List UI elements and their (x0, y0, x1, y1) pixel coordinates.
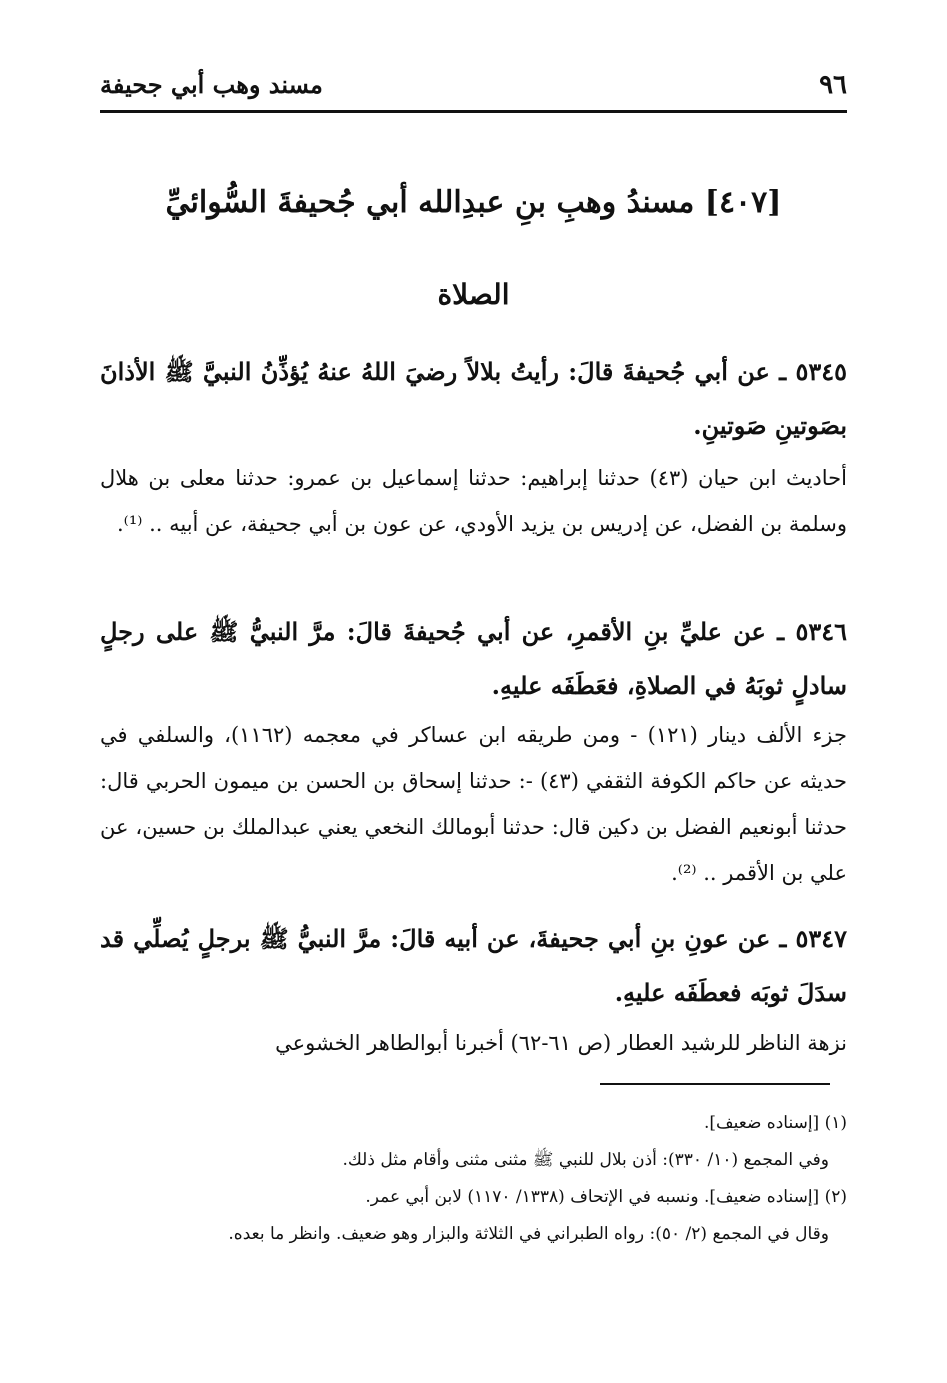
source-5345 (100, 455, 847, 547)
chapter-title: [٤٠٧] مسندُ وهبِ بنِ عبدِالله أبي جُحيفةَ السُّوائيِّ (165, 185, 782, 220)
hadith-text: عن عونِ بنِ أبي جحيفةَ، عن أبيه قالَ: مرَّ النبيُّ ﷺ برجلٍ يُصلِّي قد سدَلَ ثوبَه فعطَفَه عليهِ. (100, 924, 847, 1007)
footnote-1-note: وفي المجمع (١٠/ ٣٣٠): أذن بلال للنبي ﷺ مثنى مثنى وأقام مثل ذلك. (342, 1150, 829, 1170)
running-title: مسند وهب أبي جحيفة (100, 70, 323, 99)
section-title: الصلاة (437, 278, 510, 311)
hadith-5345: ٥٣٤٥ ـ عن أبي جُحيفةَ قالَ: رأيتُ بلالاً رضيَ اللهُ عنهُ يُؤذِّنُ النبيَّ ﷺ الأذانَ بصَوتينِ صَوتينِ. (100, 357, 848, 440)
footnotes (100, 1105, 847, 1253)
hadith-5346: ٥٣٤٦ ـ عن عليِّ بنِ الأقمرِ، عن أبي جُحيفةَ قالَ: مرَّ النبيُّ ﷺ على رجلٍ سادلٍ ثوبَهُ في الصلاةِ، فعَطَفَه عليهِ. (100, 617, 848, 700)
hadith-text: عن عليِّ بنِ الأقمرِ، عن أبي جُحيفةَ قالَ: مرَّ النبيُّ ﷺ على رجلٍ سادلٍ ثوبَهُ في الصلاةِ، فعَطَفَه عليهِ. (100, 617, 847, 700)
source-text: أحاديث ابن حيان (٤٣) حدثنا إبراهيم: حدثنا إسماعيل بن عمرو: حدثنا معلى بن هلال وسلمة بن الفضل، عن إدريس بن يزيد الأودي، عن عون بن أبي جحيفة، عن أبيه .. ⁽¹⁾. (100, 466, 847, 536)
footnote-2-note: وقال في المجمع (٢/ ٥٠): رواه الطبراني في الثلاثة والبزار وهو ضعيف. وانظر ما بعده. (228, 1224, 829, 1244)
hadith-number: ٥٣٤٦ (795, 617, 848, 646)
source-text: نزهة الناظر للرشيد العطار (ص ٦١-٦٢) أخبرنا أبوالطاهر الخشوعي (275, 1031, 847, 1055)
source-5346 (100, 712, 847, 896)
hadith-number: ٥٣٤٧ (795, 924, 848, 953)
hadith-5347: ٥٣٤٧ ـ عن عونِ بنِ أبي جحيفةَ، عن أبيه قالَ: مرَّ النبيُّ ﷺ برجلٍ يُصلِّي قد سدَلَ ثوبَه فعطَفَه عليهِ. (100, 924, 848, 1007)
page-number: ٩٦ (819, 70, 847, 100)
footnote-rule (600, 1083, 830, 1085)
footnote-2: (٢) [إسناده ضعيف]. ونسبه في الإتحاف (١٣٣٨/ ١١٧٠) لابن أبي عمر. (365, 1187, 847, 1207)
hadith-number: ٥٣٤٥ (795, 357, 848, 386)
running-header (100, 70, 847, 110)
source-5347 (100, 1020, 847, 1066)
header-rule (100, 110, 847, 113)
hadith-text: عن أبي جُحيفةَ قالَ: رأيتُ بلالاً رضيَ اللهُ عنهُ يُؤذِّنُ النبيَّ ﷺ الأذانَ بصَوتينِ صَوتينِ. (100, 357, 847, 440)
source-text: جزء الألف دينار (١٢١) - ومن طريقه ابن عساكر في معجمه (١١٦٢)، والسلفي في حديثه عن حاكم الكوفة الثقفي (٤٣) -: حدثنا إسحاق بن الحسن بن ميمون الحربي قال: حدثنا أبونعيم الفضل بن دكين قال: حدثنا أبومالك النخعي يعني عبدالملك بن حسين، عن علي بن الأقمر .. ⁽²⁾. (100, 723, 848, 885)
footnote-1: (١) [إسناده ضعيف]. (703, 1113, 847, 1133)
